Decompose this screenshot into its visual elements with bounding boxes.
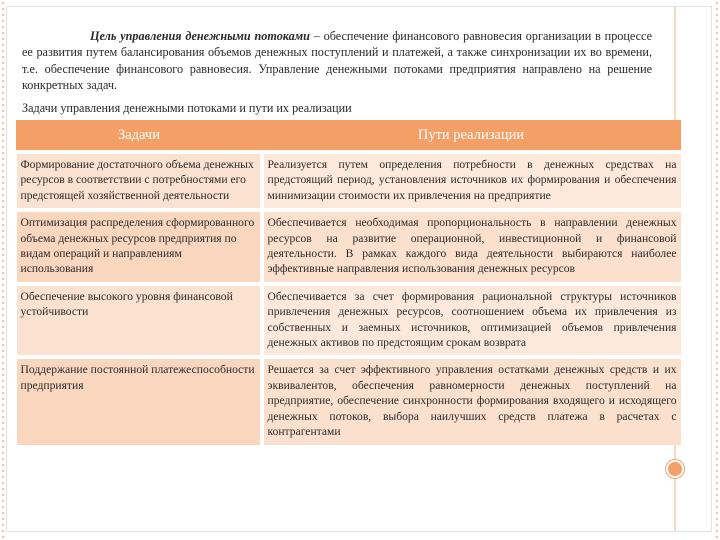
way-cell: Реализуется путем определения потребности в денежных средствах на предстоящий период, установления источников их формирования и обеспечения минимизации стоимости их привлечения на предприятие [262,152,681,210]
tasks-table [16,120,681,445]
intro-lead: Цель управления денежными потоками [90,29,310,43]
task-cell: Оптимизация распределения сформированного объема денежных ресурсов предприятия по видам операций и направлениям использования [17,210,262,284]
table-caption: Задачи управления денежными потоками и пути их реализации [22,101,352,115]
intro-text: – обеспечение финансового равновесия организации в процессе ее развития путем балансирования объемов денежных поступлений и платежей, а также синхронизации их во времени, т.е. обеспечение финансового равновесия. Управление денежными потоками предприятия направлено на решение конкретных задач. [22,29,652,93]
table-row [17,357,681,444]
task-cell: Формирование достаточного объема денежных ресурсов в соответствии с потребностями его предстоящей хозяйственной деятельности [17,152,262,210]
way-cell: Обеспечивается за счет формирования рациональной структуры источников привлечения денежных ресурсов, соотношением объема их привлечения из собственных и заемных источников, оптимизацией объемов привлечения денежных активов по предстоящим срокам возврата [262,284,681,358]
table-row [17,152,681,210]
header-ways: Пути реализации [262,121,681,153]
table-row [17,210,681,284]
right-dot-border [714,0,720,540]
intro-paragraph [22,28,652,94]
table-row [17,284,681,358]
table-header-row [17,121,681,153]
header-tasks: Задачи [17,121,262,153]
task-cell: Поддержание постоянной платежеспособности предприятия [17,357,262,444]
way-cell: Обеспечивается необходимая пропорциональность в направлении денежных ресурсов на развитие операционной, инвестиционной и финансовой деятельности. В рамках каждого вида деятельности выбираются наиболее эффективные направления использования денежных ресурсов [262,210,681,284]
way-cell: Решается за счет эффективного управления остатками денежных средств и их эквивалентов, обеспечения равномерности денежных поступлений на предприятие, обеспечение синхронности формирования входящего и исходящего денежных потоков, выбора наилучших средств платежа в расчетах с контрагентами [262,357,681,444]
slide-marker-dot [666,460,684,478]
task-cell: Обеспечение высокого уровня финансовой устойчивости [17,284,262,358]
